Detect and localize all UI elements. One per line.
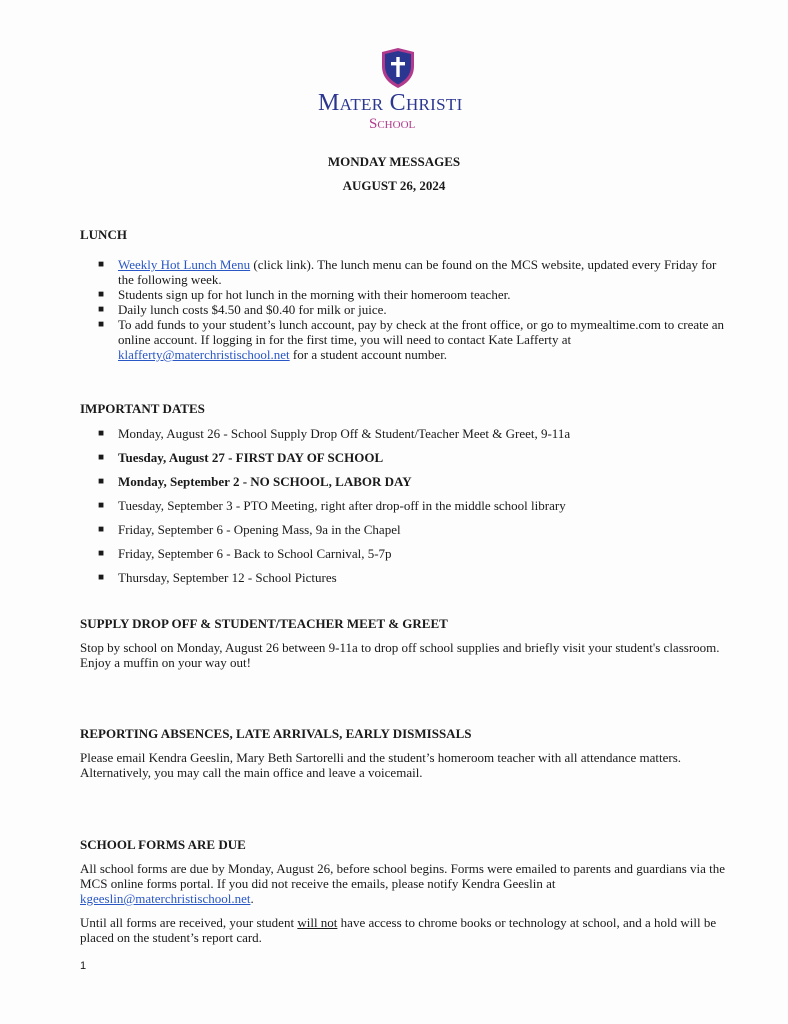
absences-heading: REPORTING ABSENCES, LATE ARRIVALS, EARLY DISMISSALS [80, 726, 472, 741]
date-item: ■ Tuesday, August 27 - FIRST DAY OF SCHOOL [98, 450, 384, 465]
date-item-text: Tuesday, August 27 - FIRST DAY OF SCHOOL [118, 450, 384, 465]
school-logo [300, 48, 500, 138]
lunch-menu-link[interactable]: Weekly Hot Lunch Menu [118, 257, 251, 272]
date-item: ■ Friday, September 6 - Opening Mass, 9a in the Chapel [98, 522, 401, 537]
forms-hold-text [80, 915, 730, 945]
list-item-text: Daily lunch costs $4.50 and $0.40 for milk or juice. [118, 302, 387, 317]
page-number: 1 [80, 960, 87, 972]
forms-text-part: Until all forms are received, your student [80, 915, 298, 930]
school-name [318, 90, 488, 132]
lafferty-email-link[interactable]: klafferty@materchristischool.net [118, 347, 290, 362]
shield-cross-icon [380, 48, 416, 88]
school-name-line2: School [369, 116, 416, 132]
date-item-text: Friday, September 6 - Opening Mass, 9a in the Chapel [118, 522, 401, 537]
lunch-list [80, 257, 730, 362]
forms-text [80, 861, 730, 906]
list-item: ■ Students sign up for hot lunch in the morning with their homeroom teacher. [98, 287, 511, 302]
school-name-line1: Mater Christi [318, 90, 463, 116]
absences-text: Please email Kendra Geeslin, Mary Beth Sartorelli and the student’s homeroom teacher with all attendance matters. Alternatively, you may call the main office and leave a voicemail. [80, 750, 682, 780]
forms-text-part: . [250, 891, 254, 906]
date-item: ■ Monday, August 26 - School Supply Drop Off & Student/Teacher Meet & Greet, 9-11a [98, 426, 571, 441]
forms-heading: SCHOOL FORMS ARE DUE [80, 837, 246, 852]
date-item: ■ Friday, September 6 - Back to School Carnival, 5-7p [98, 546, 392, 561]
list-item-text: To add funds to your student’s lunch account, pay by check at the front office, or go to mymealtime.com to create an online account. If logging in for the first time, you will need to contact Kate Lafferty at [118, 317, 725, 347]
supply-heading: SUPPLY DROP OFF & STUDENT/TEACHER MEET & GREET [80, 616, 448, 631]
forms-emphasis: will not [297, 915, 338, 930]
list-item-text: Students sign up for hot lunch in the morning with their homeroom teacher. [118, 287, 511, 302]
list-item-text: (click link). The lunch menu can be found on the MCS website, updated every Friday for the following week. [118, 257, 717, 287]
date-item-text: Monday, September 2 - NO SCHOOL, LABOR DAY [118, 474, 412, 489]
date-item-text: Tuesday, September 3 - PTO Meeting, right after drop-off in the middle school library [118, 498, 566, 513]
newsletter-date: AUGUST 26, 2024 [342, 178, 446, 193]
supply-text: Stop by school on Monday, August 26 between 9-11a to drop off school supplies and briefly visit your student's classroom. Enjoy a muffin on your way out! [80, 640, 720, 670]
geeslin-email-link[interactable]: kgeeslin@materchristischool.net [80, 891, 251, 906]
lunch-heading: LUNCH [80, 227, 127, 242]
dates-heading: IMPORTANT DATES [80, 401, 205, 416]
date-item-text: Thursday, September 12 - School Pictures [118, 570, 337, 585]
list-item: ■ Weekly Hot Lunch Menu (click link). The lunch menu can be found on the MCS website, updated every Friday for the following week. [98, 257, 717, 287]
date-item: ■ Thursday, September 12 - School Pictures [98, 570, 337, 585]
dates-list [80, 426, 730, 594]
forms-text-part: All school forms are due by Monday, August 26, before school begins. Forms were emailed to parents and guardians via the MCS online forms portal. If you did not receive the emails, please notify Kendra Geeslin at [80, 861, 726, 891]
forms-text-part: have access to chrome books or technology at school, and a hold will be placed on the student’s report card. [80, 915, 717, 945]
date-item-text: Monday, August 26 - School Supply Drop Off & Student/Teacher Meet & Greet, 9-11a [118, 426, 571, 441]
list-item: ■ Daily lunch costs $4.50 and $0.40 for milk or juice. [98, 302, 387, 317]
date-item: ■ Tuesday, September 3 - PTO Meeting, right after drop-off in the middle school library [98, 498, 566, 513]
list-item-text: for a student account number. [289, 347, 448, 362]
newsletter-title: MONDAY MESSAGES [327, 154, 461, 169]
date-item: ■ Monday, September 2 - NO SCHOOL, LABOR DAY [98, 474, 412, 489]
date-item-text: Friday, September 6 - Back to School Carnival, 5-7p [118, 546, 392, 561]
list-item: ■ To add funds to your student’s lunch account, pay by check at the front office, or go to mymealtime.com to create an online account. If logging in for the first time, you will need to contact Kate Lafferty at klafferty@materchristischool.net for a student account number. [98, 317, 725, 362]
